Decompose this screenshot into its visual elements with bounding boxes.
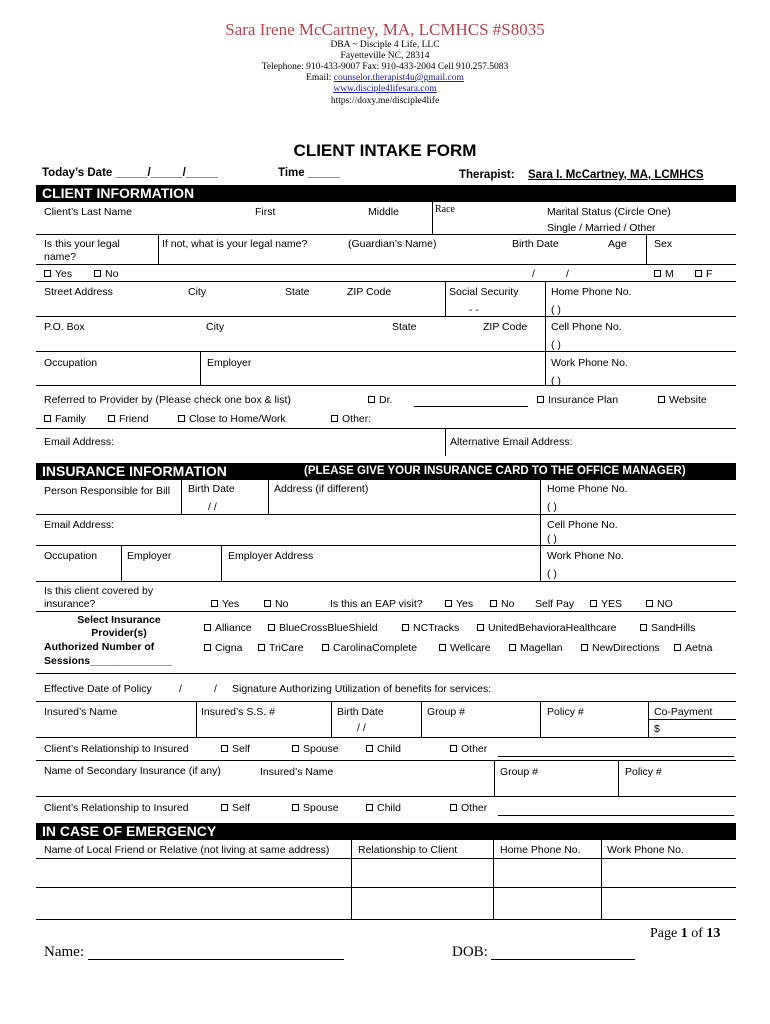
eap-no-option[interactable]: No	[490, 598, 514, 610]
sex-f-option[interactable]: F	[695, 268, 712, 280]
emergency-home-phone-label: Home Phone No.	[500, 844, 581, 856]
checkbox-icon[interactable]	[44, 415, 51, 422]
checkbox-icon[interactable]	[477, 624, 484, 631]
checkbox-icon[interactable]	[292, 804, 299, 811]
form-title: CLIENT INTAKE FORM	[293, 141, 477, 160]
referred-family-option[interactable]: Family	[44, 413, 86, 425]
referred-insurance-option[interactable]: Insurance Plan	[537, 394, 618, 406]
referred-close-option[interactable]: Close to Home/Work	[178, 413, 286, 425]
checkbox-icon[interactable]	[402, 624, 409, 631]
page-number: Page 1 of 13	[650, 926, 721, 941]
checkbox-icon[interactable]	[264, 600, 271, 607]
email-label: Email:	[306, 73, 334, 83]
checkbox-icon[interactable]	[695, 270, 702, 277]
practice-title: Sara Irene McCartney, MA, LCMHCS #S8035	[225, 20, 545, 39]
rel-child-option[interactable]: Child	[366, 743, 401, 755]
home-phone-paren: ( )	[551, 304, 561, 316]
email-label: Email Address:	[44, 436, 115, 448]
checkbox-icon[interactable]	[654, 270, 661, 277]
ssn-label: Social Security	[449, 286, 519, 298]
ssn-dashes: - -	[469, 304, 479, 316]
ins-email-label: Email Address:	[44, 519, 115, 531]
insureds-ss-label: Insured’s S.S. #	[201, 706, 275, 718]
therapist-label: Therapist:	[459, 169, 515, 181]
checkbox-icon[interactable]	[44, 270, 51, 277]
effective-slash-1: /	[179, 683, 182, 695]
age-label: Age	[608, 238, 627, 250]
self-pay-label: Self Pay	[535, 598, 575, 610]
checkbox-icon[interactable]	[204, 644, 211, 651]
therapist-name: Sara I. McCartney, MA, LCMHCS	[528, 169, 704, 181]
checkbox-icon[interactable]	[94, 270, 101, 277]
eap-question: Is this an EAP visit?	[330, 598, 423, 610]
checkbox-icon[interactable]	[204, 624, 211, 631]
referred-dr-option[interactable]: Dr.	[368, 394, 392, 406]
checkbox-icon[interactable]	[366, 745, 373, 752]
cell-phone-label: Cell Phone No.	[551, 321, 622, 333]
checkbox-icon[interactable]	[292, 745, 299, 752]
ins-occupation-label: Occupation	[44, 550, 98, 562]
signature-label: Signature Authorizing Utilization of benefits for services:	[232, 683, 492, 695]
checkbox-icon[interactable]	[581, 644, 588, 651]
birth-slash-2: /	[566, 268, 569, 280]
ins-work-phone-paren: ( )	[547, 568, 557, 580]
checkbox-icon[interactable]	[490, 600, 497, 607]
covered-question-2: insurance?	[44, 598, 96, 610]
provider-cigna[interactable]: Cigna	[204, 642, 242, 654]
employer-label: Employer	[207, 357, 252, 369]
group-label: Group #	[427, 706, 465, 718]
select-provider-label: Provider(s)	[91, 627, 147, 639]
checkbox-icon[interactable]	[331, 415, 338, 422]
ins-birth-date-label: Birth Date	[188, 483, 235, 495]
checkbox-icon[interactable]	[658, 396, 665, 403]
checkbox-icon[interactable]	[590, 600, 597, 607]
policy-label: Policy #	[547, 706, 584, 718]
legal-no-option[interactable]: No	[94, 268, 118, 280]
doxy-line: https://doxy.me/disciple4life	[330, 96, 440, 106]
checkbox-icon[interactable]	[108, 415, 115, 422]
city-label: City	[188, 286, 207, 298]
ins-cell-phone-paren: ( )	[547, 533, 557, 545]
insurance-information-band: INSURANCE INFORMATION (PLEASE GIVE YOUR INSURANCE CARD TO THE OFFICE MANAGER)	[36, 463, 736, 480]
responsible-label: Person Responsible for Bill	[44, 485, 171, 497]
secondary-policy-label: Policy #	[625, 766, 662, 778]
provider-carolina[interactable]: CarolinaComplete	[322, 642, 417, 654]
checkbox-icon[interactable]	[439, 644, 446, 651]
relationship-label-2: Client’s Relationship to Insured	[44, 802, 189, 814]
emergency-band: IN CASE OF EMERGENCY	[36, 823, 736, 840]
alt-email-label: Alternative Email Address:	[450, 436, 573, 448]
checkbox-icon[interactable]	[268, 624, 275, 631]
covered-question: Is this client covered by	[44, 585, 154, 597]
birth-date-label: Birth Date	[512, 238, 559, 250]
checkbox-icon[interactable]	[368, 396, 375, 403]
legal-name-question: Is this your legal	[44, 238, 120, 250]
ins-birth-slashes: / /	[208, 501, 217, 513]
work-phone-label: Work Phone No.	[551, 357, 628, 369]
emergency-work-phone-label: Work Phone No.	[607, 844, 684, 856]
email-line	[0, 73, 770, 83]
insurance-card-notice: (PLEASE GIVE YOUR INSURANCE CARD TO THE OFFICE MANAGER)	[304, 465, 686, 477]
marital-options[interactable]: Single / Married / Other	[547, 222, 656, 234]
checkbox-icon[interactable]	[445, 600, 452, 607]
checkbox-icon[interactable]	[221, 804, 228, 811]
website-link[interactable]: www.disciple4lifesara.com	[333, 84, 437, 94]
secondary-insurance-label: Name of Secondary Insurance (if any)	[44, 765, 221, 777]
po-box-label: P.O. Box	[44, 321, 85, 333]
rel2-child-option[interactable]: Child	[366, 802, 401, 814]
legal-name-question-2: name?	[44, 251, 77, 263]
eap-yes-option[interactable]: Yes	[445, 598, 473, 610]
rel2-spouse-option[interactable]: Spouse	[292, 802, 339, 814]
ins-home-phone-label: Home Phone No.	[547, 483, 628, 495]
provider-united[interactable]: UnitedBehavioraHealthcare	[477, 622, 616, 634]
zip-label: ZIP Code	[347, 286, 392, 298]
rel2-other-option[interactable]: Other	[450, 802, 487, 814]
self-pay-yes-option[interactable]: YES	[590, 598, 622, 610]
checkbox-icon[interactable]	[211, 600, 218, 607]
occupation-label: Occupation	[44, 357, 98, 369]
rel-self-option[interactable]: Self	[221, 743, 250, 755]
effective-slash-2: /	[214, 683, 217, 695]
first-name-label: First	[255, 206, 276, 218]
checkbox-icon[interactable]	[178, 415, 185, 422]
covered-yes-option[interactable]: Yes	[211, 598, 239, 610]
copay-label: Co-Payment	[654, 706, 713, 718]
referred-label: Referred to Provider by (Please check one box & list)	[44, 394, 291, 406]
authorized-label: Authorized Number of	[44, 641, 155, 653]
birth-slash-1: /	[532, 268, 535, 280]
ins-employer-label: Employer	[127, 550, 172, 562]
provider-newdirections[interactable]: NewDirections	[581, 642, 660, 654]
cell-phone-paren: ( )	[551, 339, 561, 351]
provider-bcbs[interactable]: BlueCrossBlueShield	[268, 622, 378, 634]
checkbox-icon[interactable]	[450, 745, 457, 752]
provider-tricare[interactable]: TriCare	[258, 642, 304, 654]
po-city-label: City	[206, 321, 225, 333]
sessions-label[interactable]: Sessions______________	[44, 655, 172, 667]
checkbox-icon[interactable]	[674, 644, 681, 651]
effective-date-label: Effective Date of Policy	[44, 683, 152, 695]
checkbox-icon[interactable]	[537, 396, 544, 403]
race-label: Race	[435, 204, 455, 215]
guardian-label: (Guardian’s Name)	[348, 238, 437, 250]
select-insurance-label: Select Insurance	[77, 614, 161, 626]
provider-aetna[interactable]: Aetna	[674, 642, 712, 654]
sex-m-option[interactable]: M	[654, 268, 674, 280]
ins-employer-address-label: Employer Address	[228, 550, 314, 562]
checkbox-icon[interactable]	[640, 624, 647, 631]
rel-spouse-option[interactable]: Spouse	[292, 743, 339, 755]
insureds-name-label: Insured’s Name	[44, 706, 118, 718]
dba-line: DBA ~ Disciple 4 Life, LLC	[330, 40, 440, 50]
insured-birth-slashes: / /	[357, 722, 366, 734]
todays-date[interactable]: Today’s Date _____/_____/_____	[42, 167, 218, 179]
referred-website-option[interactable]: Website	[658, 394, 707, 406]
sex-label: Sex	[654, 238, 673, 250]
checkbox-icon[interactable]	[646, 600, 653, 607]
website-line	[0, 84, 770, 94]
checkbox-icon[interactable]	[322, 644, 329, 651]
provider-sandhills[interactable]: SandHills	[640, 622, 695, 634]
insured-birth-date-label: Birth Date	[337, 706, 384, 718]
checkbox-icon[interactable]	[450, 804, 457, 811]
ins-work-phone-label: Work Phone No.	[547, 550, 624, 562]
provider-nctracks[interactable]: NCTracks	[402, 622, 459, 634]
secondary-insureds-name-label: Insured’s Name	[260, 766, 334, 778]
street-address-label: Street Address	[44, 286, 113, 298]
footer-dob-label: DOB:	[452, 944, 488, 960]
local-contact-label: Name of Local Friend or Relative (not living at same address)	[44, 844, 330, 856]
state-label: State	[285, 286, 310, 298]
provider-magellan[interactable]: Magellan	[509, 642, 563, 654]
self-pay-no-option[interactable]: NO	[646, 598, 673, 610]
marital-status-label: Marital Status (Circle One)	[547, 206, 671, 218]
legal-name-alt-label: If not, what is your legal name?	[162, 238, 308, 250]
home-phone-label: Home Phone No.	[551, 286, 632, 298]
secondary-group-label: Group #	[500, 766, 538, 778]
work-phone-paren: ( )	[551, 375, 561, 387]
referred-other-option[interactable]: Other:	[331, 413, 371, 425]
ins-address-label: Address (if different)	[274, 483, 369, 495]
po-state-label: State	[392, 321, 417, 333]
ins-home-phone-paren: ( )	[547, 501, 557, 513]
provider-wellcare[interactable]: Wellcare	[439, 642, 491, 654]
checkbox-icon[interactable]	[258, 644, 265, 651]
covered-no-option[interactable]: No	[264, 598, 288, 610]
checkbox-icon[interactable]	[221, 745, 228, 752]
time-field[interactable]: Time _____	[278, 167, 340, 179]
emergency-relationship-label: Relationship to Client	[358, 844, 458, 856]
legal-yes-option[interactable]: Yes	[44, 268, 72, 280]
middle-name-label: Middle	[368, 206, 399, 218]
checkbox-icon[interactable]	[509, 644, 516, 651]
phone-line: Telephone: 910-433-9007 Fax: 910-433-2004 Cell 910.257.5083	[261, 62, 509, 72]
checkbox-icon[interactable]	[366, 804, 373, 811]
email-link[interactable]: counselor.therapist4u@gmail.com	[333, 73, 464, 83]
referred-friend-option[interactable]: Friend	[108, 413, 149, 425]
rel-other-option[interactable]: Other	[450, 743, 487, 755]
last-name-label: Client’s Last Name	[44, 206, 132, 218]
copay-dollar: $	[654, 723, 660, 735]
relationship-label: Client’s Relationship to Insured	[44, 743, 189, 755]
ins-cell-phone-label: Cell Phone No.	[547, 519, 618, 531]
po-zip-label: ZIP Code	[483, 321, 528, 333]
client-information-band: CLIENT INFORMATION	[36, 185, 736, 202]
rel2-self-option[interactable]: Self	[221, 802, 250, 814]
provider-alliance[interactable]: Alliance	[204, 622, 252, 634]
footer-name-label: Name:	[44, 944, 84, 960]
city-line: Fayetteville NC, 28314	[340, 51, 430, 61]
